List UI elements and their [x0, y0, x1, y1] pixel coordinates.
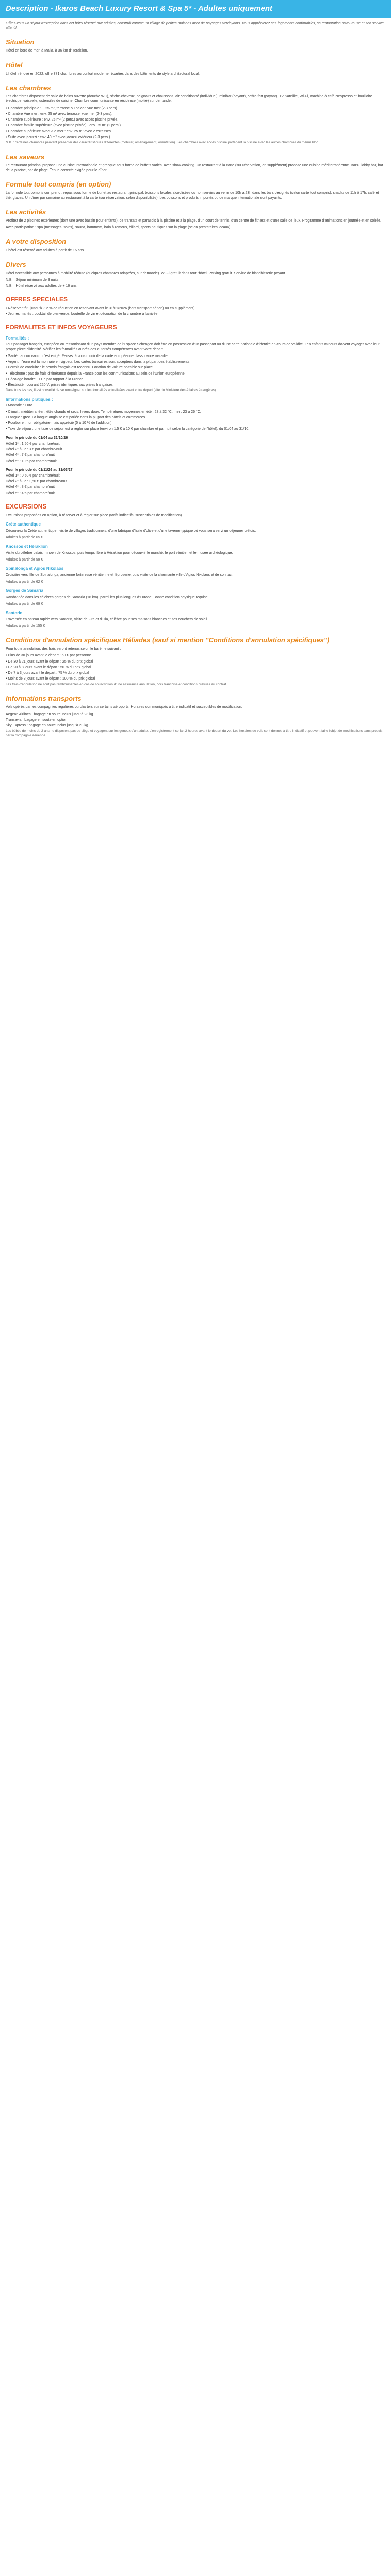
- practical-info-item: • Pourboire : non obligatoire mais apprécié (5 à 10 % de l'addition).: [6, 421, 113, 426]
- offer-item: • Réserver tôt : jusqu'à -12 % de réduction en réservant avant le 31/01/2026 (hors transport aérien) ou en supplément).: [6, 306, 196, 310]
- cancellation-text: Pour toute annulation, des frais seront retenus selon le barème suivant :: [6, 647, 121, 651]
- tax-rate: Hôtel 5* : 10 € par chambre/nuit: [6, 459, 57, 463]
- all-inclusive-heading: Formule tout compris (en option): [6, 180, 111, 189]
- excursion-title: Gorges de Samaria: [6, 588, 43, 594]
- situation-heading: Situation: [6, 38, 35, 46]
- excursion-price: Adultes à partir de 62 €: [6, 580, 43, 584]
- airline-baggage: Aegean Airlines : bagage en soute inclus jusqu'à 23 kg: [6, 712, 93, 716]
- special-offers-heading: OFFRES SPECIALES: [6, 295, 68, 303]
- transport-note: Les bébés de moins de 2 ans ne disposent pas de siège et voyagent sur les genoux d'un adulte. L'enregistrement se fait 2 heures avant le départ du vol. Les horaires de vols sont donnés à titre indicatif et peuvent faire l'objet de modifications sans préavis par la compagnie aérienne.: [6, 729, 383, 737]
- formalities-heading: FORMALITES ET INFOS VOYAGEURS: [6, 324, 117, 331]
- tax-rate: Hôtel 2* à 3* : 1,50 € par chambre/nuit: [6, 480, 68, 484]
- misc-text: Hôtel accessible aux personnes à mobilité réduite (quelques chambres adaptées, sur demande). Wi-Fi gratuit dans tout l'hôtel. Parking gratuit. Service de blanchisserie payant.: [6, 272, 286, 276]
- cancellation-item: • De 7 à 3 jours avant le départ : 75 % du prix global: [6, 671, 89, 675]
- misc-note: N.B. : Hôtel réservé aux adultes de + 16 ans.: [6, 284, 78, 288]
- hotel-text: L'hôtel, rénové en 2022, offre 371 chambres au confort moderne réparties dans des bâtiments de style architectural local.: [6, 72, 200, 76]
- hotel-heading: Hôtel: [6, 61, 23, 69]
- excursion-text: Croisière vers l'île de Spinalonga, ancienne forteresse vénitienne et léproserie, puis visite de la charmante ville d'Agios Nikolaos et de son lac.: [6, 573, 233, 577]
- page: [0, 0, 391, 755]
- tax-rate: Hôtel 1* : 1,50 € par chambre/nuit: [6, 442, 60, 446]
- excursion-text: Découvrez la Crète authentique : visite de villages traditionnels, d'une fabrique d'huile d'olive et d'une taverne typique où vous sera servi un déjeuner crétois.: [6, 529, 256, 533]
- formalities-text: Tout passager français, européen ou ressortissant d'un pays membre de l'Espace Schengen doit être en possession d'un passeport ou d'une carte nationale d'identité en cours de validité. Les enfants mineurs doivent voyager avec leur propre pièce d'identité. Vérifiez les formalités auprès des autorités compétentes avant votre départ.: [6, 343, 380, 351]
- page-title: Description - Ikaros Beach Luxury Resort & Spa 5* - Adultes uniquement: [6, 4, 273, 13]
- excursion-title: Santorin: [6, 611, 23, 616]
- tax-rate: Hôtel 2* à 3* : 3 € par chambre/nuit: [6, 448, 62, 452]
- excursion-title: Spinalonga et Agios Nikolaos: [6, 566, 64, 571]
- cancellation-item: • De 30 à 21 jours avant le départ : 25 % du prix global: [6, 659, 93, 664]
- room-type: • Suite avec jacuzzi : env. 40 m² avec jacuzzi extérieur (2-3 pers.).: [6, 135, 111, 139]
- practical-info-item: • Monnaie : Euro: [6, 404, 32, 408]
- practical-info-item: • Taxe de séjour : une taxe de séjour est à régler sur place (environ 1,5 € à 10 € par chambre et par nuit selon la catégorie de l'hôtel), du 01/04 au 31/10.: [6, 427, 250, 431]
- excursion-title: Knossos et Héraklion: [6, 544, 48, 549]
- main-content: [0, 18, 391, 756]
- rooms-heading: Les chambres: [6, 84, 51, 92]
- formality-item: • Permis de conduire : le permis français est reconnu. Location de voiture possible sur place.: [6, 366, 154, 370]
- room-type: • Chambre Vue mer : env. 25 m² avec terrasse, vue mer (2-3 pers).: [6, 112, 113, 116]
- tax-period: Pour le période du 01/04 au 31/10/26: [6, 436, 68, 440]
- disposition-text: L'hôtel est réservé aux adultes à partir de 16 ans.: [6, 248, 85, 252]
- excursion-price: Adultes à partir de 155 €: [6, 624, 45, 628]
- room-type: • Chambre famille supérieure (avec piscine privée) : env. 35 m² (2 pers.).: [6, 124, 122, 128]
- activities-heading: Les activités: [6, 208, 46, 216]
- disposition-heading: A votre disposition: [6, 238, 67, 246]
- cancellation-item: • Moins de 3 jours avant le départ : 100 % du prix global: [6, 677, 95, 681]
- misc-heading: Divers: [6, 260, 26, 268]
- excursions-heading: EXCURSIONS: [6, 502, 47, 510]
- excursions-intro: Excursions proposées en option, à réserver et à régler sur place (tarifs indicatifs, susceptibles de modification).: [6, 513, 183, 517]
- excursion-title: Crète authentique: [6, 521, 41, 527]
- rooms-intro: Les chambres disposent de salle de bains ouverte (douche WC), sèche-cheveux, peignoirs et chaussons, air conditionné (individuel), minibar (payant), coffre-fort (payant), TV Satellite, Wi-Fi, machine à café Nespresso et bouilloire électrique, vaisselle, ustensiles de cuisine. Chambre communicante en résidence (moitié) sur demande.: [6, 95, 372, 104]
- cancellation-heading: Conditions d'annulation spécifiques Héliades (sauf si mention "Conditions d'annulation spécifiques"): [6, 636, 330, 645]
- room-type: • Chambre principale : ~ 25 m², terrasse ou balcon vue mer (2-3 pers).: [6, 106, 118, 110]
- activities-text: Profitez de 2 piscines extérieures (dont une avec bassin pour enfants), de transats et parasols à la piscine et à la plage, d'un court de tennis, d'un centre de fitness et d'une salle de jeux. Programme d'animations en journée et en soirée.: [6, 219, 381, 223]
- cancellation-note: Les frais d'annulation ne sont pas remboursables en cas de souscription d'une assurance annulation, hors franchise et conditions prévues au contrat.: [6, 682, 227, 686]
- formality-item: • Électricité : courant 220 V, prises identiques aux prises françaises.: [6, 383, 114, 387]
- formality-item: • Argent : l'euro est la monnaie en vigueur. Les cartes bancaires sont acceptées dans la plupart des établissements.: [6, 360, 191, 364]
- excursion-price: Adultes à partir de 65 €: [6, 535, 43, 539]
- intro-text: Offrez-vous un séjour d'exception dans cet hôtel réservé aux adultes, construit comme un village de petites maisons avec de paysages verdoyants. Vous apprécierez ses logements confortables, sa restauration savoureuse et son service attentif.: [6, 21, 384, 30]
- cancellation-item: • De 20 à 8 jours avant le départ : 50 % du prix global: [6, 665, 91, 669]
- situation-text: Hôtel en bord de mer, à Malia, à 36 km d'Heraklion.: [6, 49, 88, 53]
- tax-rate: Hôtel 1* : 0,50 € par chambre/nuit: [6, 473, 60, 478]
- misc-note: N.B. : Séjour minimum de 3 nuits.: [6, 278, 60, 282]
- formalities-note: Dans tous les cas, il est conseillé de se renseigner sur les formalités actualisées avant votre départ (site du Ministère des Affaires étrangères).: [6, 388, 217, 393]
- excursion-text: Randonnée dans les célèbres gorges de Samaria (16 km), parmi les plus longues d'Europe. Bonne condition physique requise.: [6, 595, 209, 599]
- tax-period: Pour le période du 01/11/26 au 31/03/27: [6, 468, 73, 472]
- practical-info-heading: Informations pratiques :: [6, 397, 53, 402]
- formality-item: • Téléphone : pas de frais d'itinérance depuis la France pour les communications au sein de l'Union européenne.: [6, 371, 186, 376]
- room-type: • Chambre supérieure avec vue mer : env. 25 m² avec 2 terrasses.: [6, 129, 112, 133]
- cancellation-item: • Plus de 30 jours avant le départ : 50 € par personne: [6, 654, 91, 658]
- flavors-text: Le restaurant principal propose une cuisine internationale et grecque sous forme de buffets variés, avec show-cooking. Un restaurant à la carte (sur réservation, en supplément) propose une cuisine méditerranéenne. Bars : lobby bar, bar de la piscine, bar de plage. Tenue correcte exigée pour le dîner.: [6, 163, 383, 172]
- practical-info-item: • Langue : grec. La langue anglaise est parlée dans la plupart des hôtels et commerces.: [6, 415, 146, 419]
- flavors-heading: Les saveurs: [6, 152, 45, 161]
- excursion-price: Adultes à partir de 59 €: [6, 557, 43, 562]
- excursion-price: Adultes à partir de 69 €: [6, 602, 43, 606]
- formality-item: • Santé : aucun vaccin n'est exigé. Pensez à vous munir de la carte européenne d'assurance maladie.: [6, 354, 169, 358]
- transport-heading: Informations transports: [6, 694, 82, 703]
- activities-paid: Avec participation : spa (massages, soins), sauna, hammam, bain à remous, billard, sports nautiques sur la plage (selon prestataires locaux).: [6, 226, 232, 230]
- excursion-text: Traversée en bateau rapide vers Santorin, visite de Fira et d'Oia, célèbre pour ses maisons blanches et ses couchers de soleil.: [6, 617, 208, 621]
- excursion-text: Visite du célèbre palais minoen de Knossos, puis temps libre à Héraklion pour découvrir le marché, le port vénitien et le musée archéologique.: [6, 551, 233, 555]
- formality-item: • Décalage horaire : +1 h par rapport à la France.: [6, 377, 85, 381]
- room-type: • Chambre supérieure : env. 25 m² (2 pers.) avec accès piscine privée.: [6, 118, 119, 122]
- title-banner: [0, 0, 391, 18]
- tax-rate: Hôtel 4* : 3 € par chambre/nuit: [6, 485, 55, 489]
- practical-info-item: • Climat : méditerranéen, étés chauds et secs, hivers doux. Températures moyennes en été : 28 à 32 °C, mer : 23 à 26 °C.: [6, 410, 201, 414]
- transport-text: Vols opérés par les compagnies régulières ou charters sur certains aéroports. Horaires communiqués à titre indicatif et susceptibles de modification.: [6, 705, 242, 709]
- airline-baggage: Sky Express : bagage en soute inclus jusqu'à 23 kg: [6, 724, 88, 728]
- rooms-note: N.B. : certaines chambres peuvent présenter des caractéristiques différentes (mobilier, aménagement, orientation). Les chambres avec accès piscine partagent la piscine avec les autres chambres du même bloc.: [6, 141, 319, 145]
- formalities-subheading: Formalités :: [6, 335, 29, 341]
- offer-item: • Jeunes mariés : cocktail de bienvenue, bouteille de vin et décoration de la chambre à l'arrivée.: [6, 312, 159, 316]
- tax-rate: Hôtel 4* : 7 € par chambre/nuit: [6, 453, 55, 457]
- tax-rate: Hôtel 5* : 4 € par chambre/nuit: [6, 491, 55, 495]
- all-inclusive-text: La formule tout compris comprend : repas sous forme de buffet au restaurant principal, boissons locales alcoolisées ou non servies au verre de 10h à 23h dans les bars désignés (selon carte tout compris), snacks de 11h à 17h, café et thé, glaces. Un dîner par semaine au restaurant à la carte (sur réservation, selon disponibilités). Les boissons et produits importés ou de marque internationale sont payants.: [6, 191, 379, 200]
- airline-baggage: Transavia : bagage en soute en option: [6, 718, 68, 722]
